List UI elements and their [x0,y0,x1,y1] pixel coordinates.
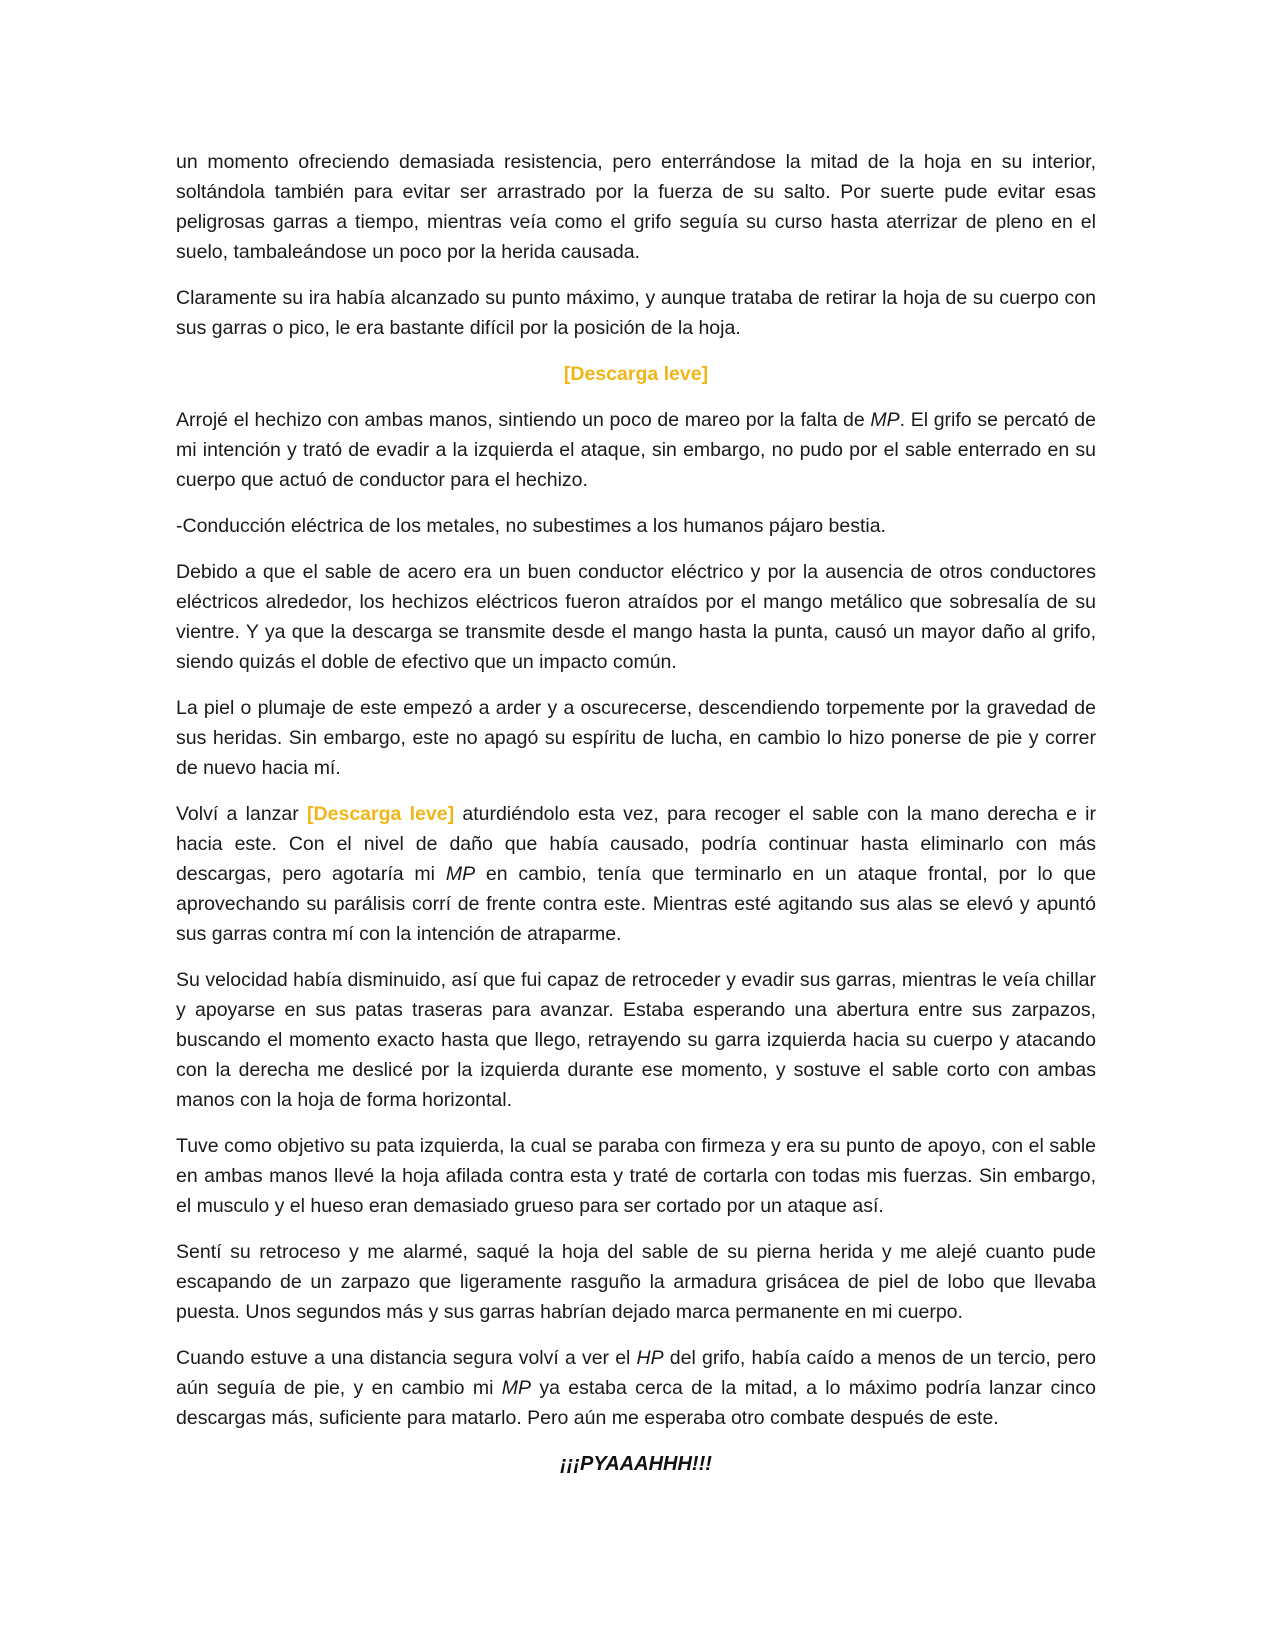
paragraph-11-text-b: del grifo, había caído a menos de un tercio, pero aún seguía de pie, y en cambio mi [176,1347,1097,1399]
paragraph-4-dialogue: -Conducción eléctrica de los metales, no subestimes a los humanos pájaro bestia. [176,515,886,537]
mp-term: MP [501,1377,531,1399]
paragraph-7 [176,799,1096,949]
paragraph-10: Sentí su retroceso y me alarmé, saqué la hoja del sable de su pierna herida y me alejé cuanto pude escapando de un zarpazo que ligeramente rasguño la armadura grisácea de piel de lobo que llevaba puesta. Unos segundos más y sus garras habrían dejado marca permanente en mi cuerpo. [176,1241,1096,1323]
paragraph-5: Debido a que el sable de acero era un buen conductor eléctrico y por la ausencia de otros conductores eléctricos alrededor, los hechizos eléctricos fueron atraídos por el mango metálico que sobresalía de su vientre. Y ya que la descarga se transmite desde el mango hasta la punta, causó un mayor daño al grifo, siendo quizás el doble de efectivo que un impacto común. [176,561,1096,673]
paragraph-3 [176,405,1096,495]
mp-term: MP [445,863,476,885]
mp-term: MP [870,409,900,431]
paragraph-3-text-b: . El grifo se percató de mi intención y trató de evadir a la izquierda el ataque, sin embargo, no pudo por el sable enterrado en su cuerpo que actuó de conductor para el hechizo. [176,409,1096,491]
paragraph-11 [176,1343,1096,1433]
paragraph-7-text-a: Volví a lanzar [176,803,308,825]
paragraph-3-text-a: Arrojé el hechizo con ambas manos, sintiendo un poco de mareo por la falta de [176,409,871,431]
paragraph-8: Su velocidad había disminuido, así que fui capaz de retroceder y evadir sus garras, mientras le veía chillar y apoyarse en sus patas traseras para avanzar. Estaba esperando una abertura entre sus zarpazos, buscando el momento exacto hasta que llego, retrayendo su garra izquierda hacia su cuerpo y atacando con la derecha me deslicé por la izquierda durante ese momento, y sostuve el sable corto con ambas manos con la hoja de forma horizontal. [176,969,1096,1111]
document-body [176,147,1096,1479]
paragraph-2: Claramente su ira había alcanzado su punto máximo, y aunque trataba de retirar la hoja de su cuerpo con sus garras o pico, le era bastante difícil por la posición de la hoja. [176,287,1096,339]
paragraph-6: La piel o plumaje de este empezó a arder y a oscurecerse, descendiendo torpemente por la gravedad de sus heridas. Sin embargo, este no apagó su espíritu de lucha, en cambio lo hizo ponerse de pie y correr de nuevo hacia mí. [176,697,1096,779]
spell-inline: [Descarga leve] [307,803,455,825]
paragraph-9: Tuve como objetivo su pata izquierda, la cual se paraba con firmeza y era su punto de apoyo, con el sable en ambas manos llevé la hoja afilada contra esta y traté de cortarla con todas mis fuerzas. Sin embargo, el musculo y el hueso eran demasiado grueso para ser cortado por un ataque así. [176,1135,1096,1217]
paragraph-7-text-c: en cambio, tenía que terminarlo en un ataque frontal, por lo que aprovechando su parálisis corrí de frente contra este. Mientras esté agitando sus alas se elevó y apuntó sus garras contra mí con la intención de atraparme. [176,863,1096,945]
paragraph-7-text-b: aturdiéndolo esta vez, para recoger el sable con la mano derecha e ir hacia este. Con el nivel de daño que había causado, podría continuar hasta eliminarlo con más descargas, pero agotaría mi [176,803,1097,885]
hp-term: HP [636,1347,664,1369]
paragraph-11-text-c: ya estaba cerca de la mitad, a lo máximo podría lanzar cinco descargas más, suficiente para matarlo. Pero aún me esperaba otro combate después de este. [176,1377,1096,1429]
paragraph-11-text-a: Cuando estuve a una distancia segura volví a ver el [176,1347,637,1369]
shout-text: ¡¡¡PYAAAHHH!!! [560,1453,712,1475]
spell-heading: [Descarga leve] [563,363,709,385]
paragraph-1: un momento ofreciendo demasiada resistencia, pero enterrándose la mitad de la hoja en su interior, soltándola también para evitar ser arrastrado por la fuerza de su salto. Por suerte pude evitar esas peligrosas garras a tiempo, mientras veía como el grifo seguía su curso hasta aterrizar de pleno en el suelo, tambaleándose un poco por la herida causada. [176,151,1096,263]
